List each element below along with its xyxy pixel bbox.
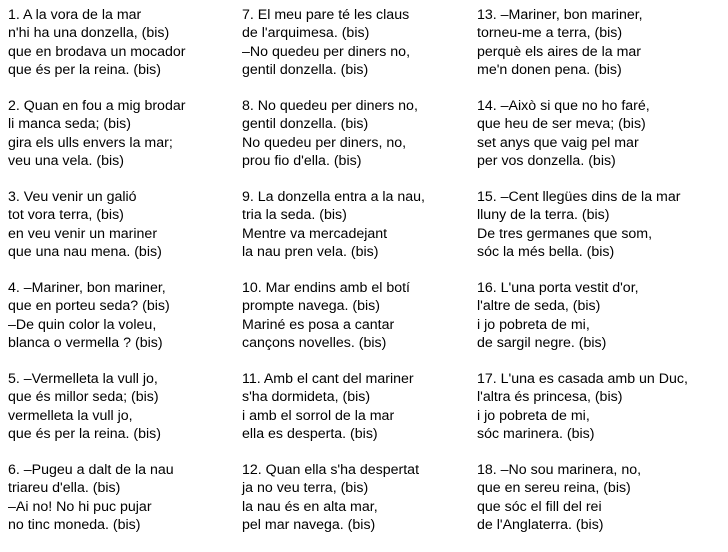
lyric-line: No quedeu per diners, no, bbox=[242, 134, 407, 151]
lyrics-column-1 bbox=[8, 6, 236, 552]
lyric-line: triareu d'ella. (bis) bbox=[8, 480, 121, 497]
stanza bbox=[8, 370, 236, 443]
lyric-line: 10. Mar endins amb el botí bbox=[242, 279, 410, 296]
stanza bbox=[477, 97, 723, 170]
lyric-line: pel mar navega. (bis) bbox=[242, 516, 376, 533]
lyric-line: 9. La donzella entra a la nau, bbox=[242, 188, 425, 205]
stanza bbox=[242, 279, 470, 352]
lyric-line: 5. –Vermelleta la vull jo, bbox=[8, 370, 158, 387]
stanza bbox=[8, 6, 236, 79]
lyric-line: de l'Anglaterra. (bis) bbox=[477, 516, 604, 533]
lyrics-column-3 bbox=[477, 6, 723, 552]
lyric-line: s'ha dormideta, (bis) bbox=[242, 389, 371, 406]
lyric-line: sóc la més bella. (bis) bbox=[477, 243, 615, 260]
lyric-line: que sóc el fill del rei bbox=[477, 498, 602, 515]
lyric-line: 18. –No sou marinera, no, bbox=[477, 461, 642, 478]
stanza bbox=[477, 188, 723, 261]
stanza bbox=[242, 370, 470, 443]
lyric-line: que és per la reina. (bis) bbox=[8, 425, 161, 442]
lyric-line: que és per la reina. (bis) bbox=[8, 61, 161, 78]
lyric-line: torneu-me a terra, (bis) bbox=[477, 25, 623, 42]
lyric-line: set anys que vaig pel mar bbox=[477, 134, 639, 151]
lyric-line: la nau pren vela. (bis) bbox=[242, 243, 379, 260]
lyric-line: –De quin color la voleu, bbox=[8, 316, 157, 333]
stanza bbox=[8, 97, 236, 170]
lyric-line: 12. Quan ella s'ha despertat bbox=[242, 461, 420, 478]
stanza bbox=[8, 279, 236, 352]
lyric-line: prou fio d'ella. (bis) bbox=[242, 152, 362, 169]
lyric-line: i jo pobreta de mi, bbox=[477, 316, 590, 333]
lyric-line: gentil donzella. (bis) bbox=[242, 61, 369, 78]
lyric-line: –Ai no! No hi puc pujar bbox=[8, 498, 152, 515]
lyric-line: 13. –Mariner, bon mariner, bbox=[477, 7, 643, 23]
stanza bbox=[242, 188, 470, 261]
lyric-line: 15. –Cent llegües dins de la mar bbox=[477, 188, 681, 205]
lyric-line: que en porteu seda? (bis) bbox=[8, 298, 170, 315]
lyric-line: 7. El meu pare té les claus bbox=[242, 7, 410, 23]
lyric-line: l'altre de seda, (bis) bbox=[477, 298, 601, 315]
lyric-line: veu una vela. (bis) bbox=[8, 152, 124, 169]
lyric-line: que heu de ser meva; (bis) bbox=[477, 116, 646, 133]
stanza bbox=[477, 279, 723, 352]
stanza bbox=[242, 6, 470, 79]
lyric-line: blanca o vermella ? (bis) bbox=[8, 334, 163, 351]
lyric-line: ella es desperta. (bis) bbox=[242, 425, 378, 442]
lyric-line: 14. –Això si que no ho faré, bbox=[477, 97, 650, 114]
lyric-line: me'n donen pena. (bis) bbox=[477, 61, 622, 78]
stanza bbox=[242, 97, 470, 170]
lyric-line: en veu venir un mariner bbox=[8, 225, 158, 242]
lyric-line: 3. Veu venir un galió bbox=[8, 188, 137, 205]
lyric-line: l'altra és princesa, (bis) bbox=[477, 389, 623, 406]
stanza bbox=[477, 461, 723, 534]
lyric-line: i amb el sorrol de la mar bbox=[242, 407, 395, 424]
lyric-line: 11. Amb el cant del mariner bbox=[242, 370, 414, 387]
lyric-line: i jo pobreta de mi, bbox=[477, 407, 590, 424]
lyric-line: lluny de la terra. (bis) bbox=[477, 207, 610, 224]
lyric-line: n'hi ha una donzella, (bis) bbox=[8, 25, 170, 42]
lyric-line: 4. –Mariner, bon mariner, bbox=[8, 279, 166, 296]
lyric-line: que és millor seda; (bis) bbox=[8, 389, 159, 406]
lyric-line: de l'arquimesa. (bis) bbox=[242, 25, 370, 42]
lyric-line: 6. –Pugeu a dalt de la nau bbox=[8, 461, 174, 478]
lyric-line: tria la seda. (bis) bbox=[242, 207, 347, 224]
lyric-line: sóc marinera. (bis) bbox=[477, 425, 595, 442]
lyric-line: la nau és en alta mar, bbox=[242, 498, 378, 515]
lyric-line: –No quedeu per diners no, bbox=[242, 43, 411, 60]
lyric-line: 8. No quedeu per diners no, bbox=[242, 97, 418, 114]
lyric-line: que una nau mena. (bis) bbox=[8, 243, 162, 260]
lyric-line: li manca seda; (bis) bbox=[8, 116, 132, 133]
stanza bbox=[477, 6, 723, 79]
lyrics-column-2 bbox=[242, 6, 470, 552]
lyric-line: De tres germanes que som, bbox=[477, 225, 653, 242]
lyric-line: 2. Quan en fou a mig brodar bbox=[8, 97, 186, 114]
lyric-line: vermelleta la vull jo, bbox=[8, 407, 133, 424]
stanza bbox=[8, 188, 236, 261]
lyric-line: 1. A la vora de la mar bbox=[8, 7, 142, 23]
lyric-line: 16. L'una porta vestit d'or, bbox=[477, 279, 639, 296]
lyric-line: cançons novelles. (bis) bbox=[242, 334, 387, 351]
lyric-line: perquè els aires de la mar bbox=[477, 43, 642, 60]
lyric-line: ja no veu terra, (bis) bbox=[242, 480, 369, 497]
lyric-line: de sargil negre. (bis) bbox=[477, 334, 607, 351]
stanza bbox=[242, 461, 470, 534]
lyric-line: no tinc moneda. (bis) bbox=[8, 516, 141, 533]
stanza bbox=[477, 370, 723, 443]
lyric-line: gentil donzella. (bis) bbox=[242, 116, 369, 133]
lyric-line: Mariné es posa a cantar bbox=[242, 316, 395, 333]
stanza bbox=[8, 461, 236, 534]
lyric-line: que en brodava un mocador bbox=[8, 43, 186, 60]
lyric-line: tot vora terra, (bis) bbox=[8, 207, 124, 224]
lyric-line: 17. L'una es casada amb un Duc, bbox=[477, 370, 688, 387]
lyric-line: Mentre va mercadejant bbox=[242, 225, 388, 242]
lyric-line: que en sereu reina, (bis) bbox=[477, 480, 631, 497]
lyric-line: gira els ulls envers la mar; bbox=[8, 134, 173, 151]
lyric-line: per vos donzella. (bis) bbox=[477, 152, 616, 169]
lyric-line: prompte navega. (bis) bbox=[242, 298, 381, 315]
